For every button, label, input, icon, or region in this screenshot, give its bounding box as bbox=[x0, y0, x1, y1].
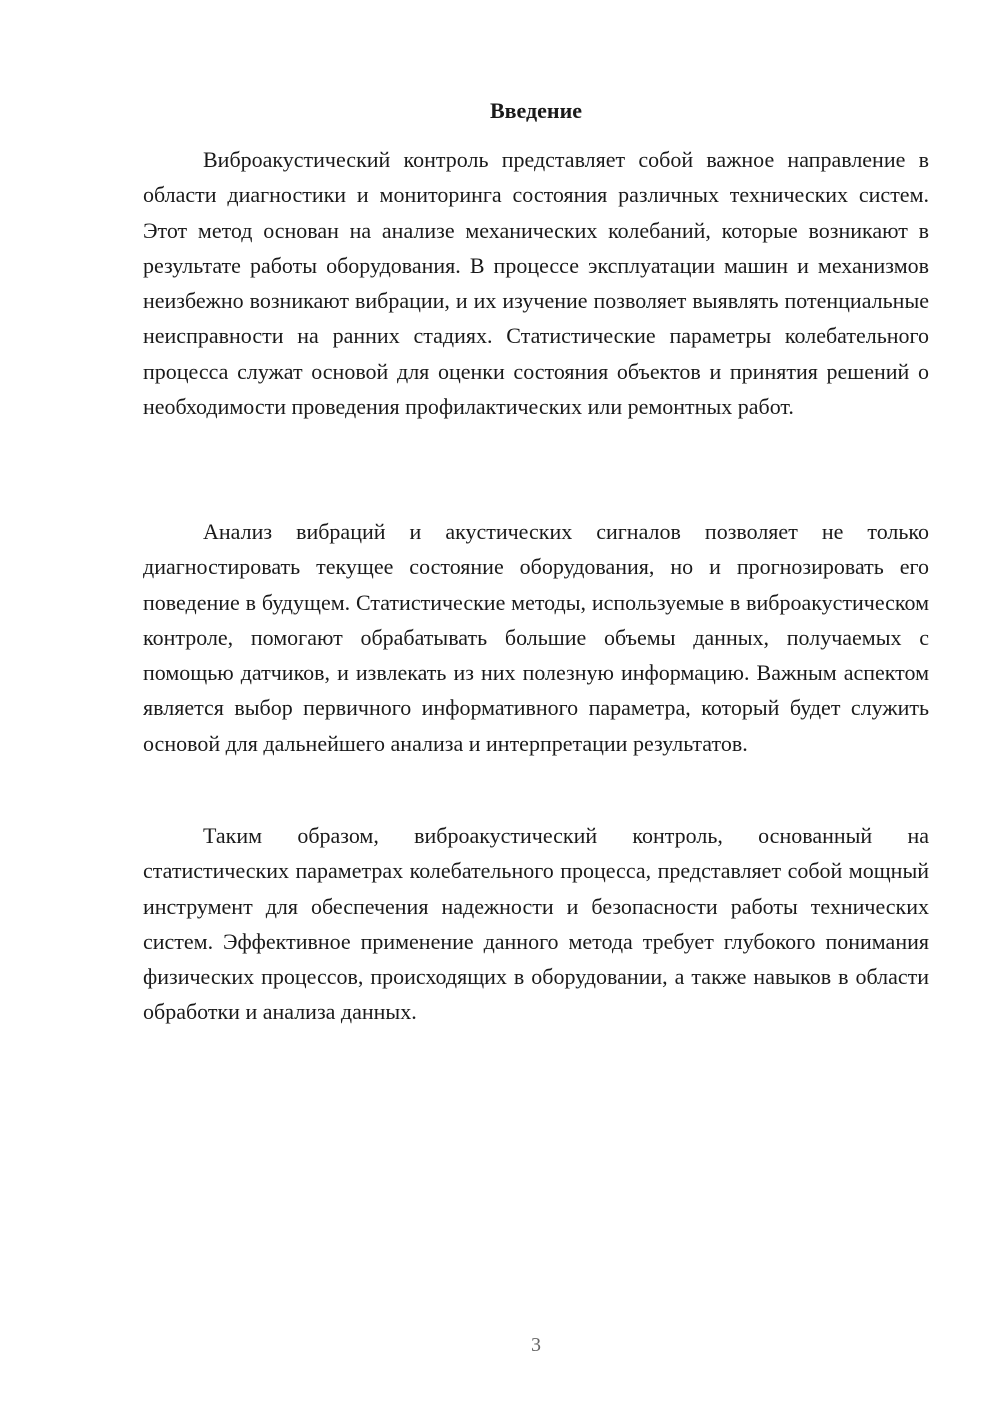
paragraph-1: Виброакустический контроль представляет собой важное направление в области диагностики и мониторинга состояния различных технических систем. Этот метод основан на анализе механических колебаний, которые возникают в результате работы оборудования. В процессе эксплуатации машин и механизмов неизбежно возникают вибрации, и их изучение позволяет выявлять потенциальные неисправности на ранних стадиях. Статистические параметры колебательного процесса служат основой для оценки состояния объектов и принятия решений о необходимости проведения профилактических или ремонтных работ. bbox=[143, 147, 929, 420]
paragraph-3: Таким образом, виброакустический контроль, основанный на статистических параметрах колебательного процесса, представляет собой мощный инструмент для обеспечения надежности и безопасности работы технических систем. Эффективное применение данного метода требует глубокого понимания физических процессов, происходящих в оборудовании, а также навыков в области обработки и анализа данных. bbox=[143, 823, 929, 1025]
page-number: 3 bbox=[531, 1334, 541, 1356]
section-heading: Введение bbox=[489, 98, 583, 123]
paragraph-2: Анализ вибраций и акустических сигналов позволяет не только диагностировать текущее состояние оборудования, но и прогнозировать его поведение в будущем. Статистические методы, используемые в виброакустическом контроле, помогают обрабатывать большие объемы данных, получаемых с помощью датчиков, и извлекать из них полезную информацию. Важным аспектом является выбор первичного информативного параметра, который будет служить основой для дальнейшего анализа и интерпретации результатов. bbox=[143, 519, 929, 756]
